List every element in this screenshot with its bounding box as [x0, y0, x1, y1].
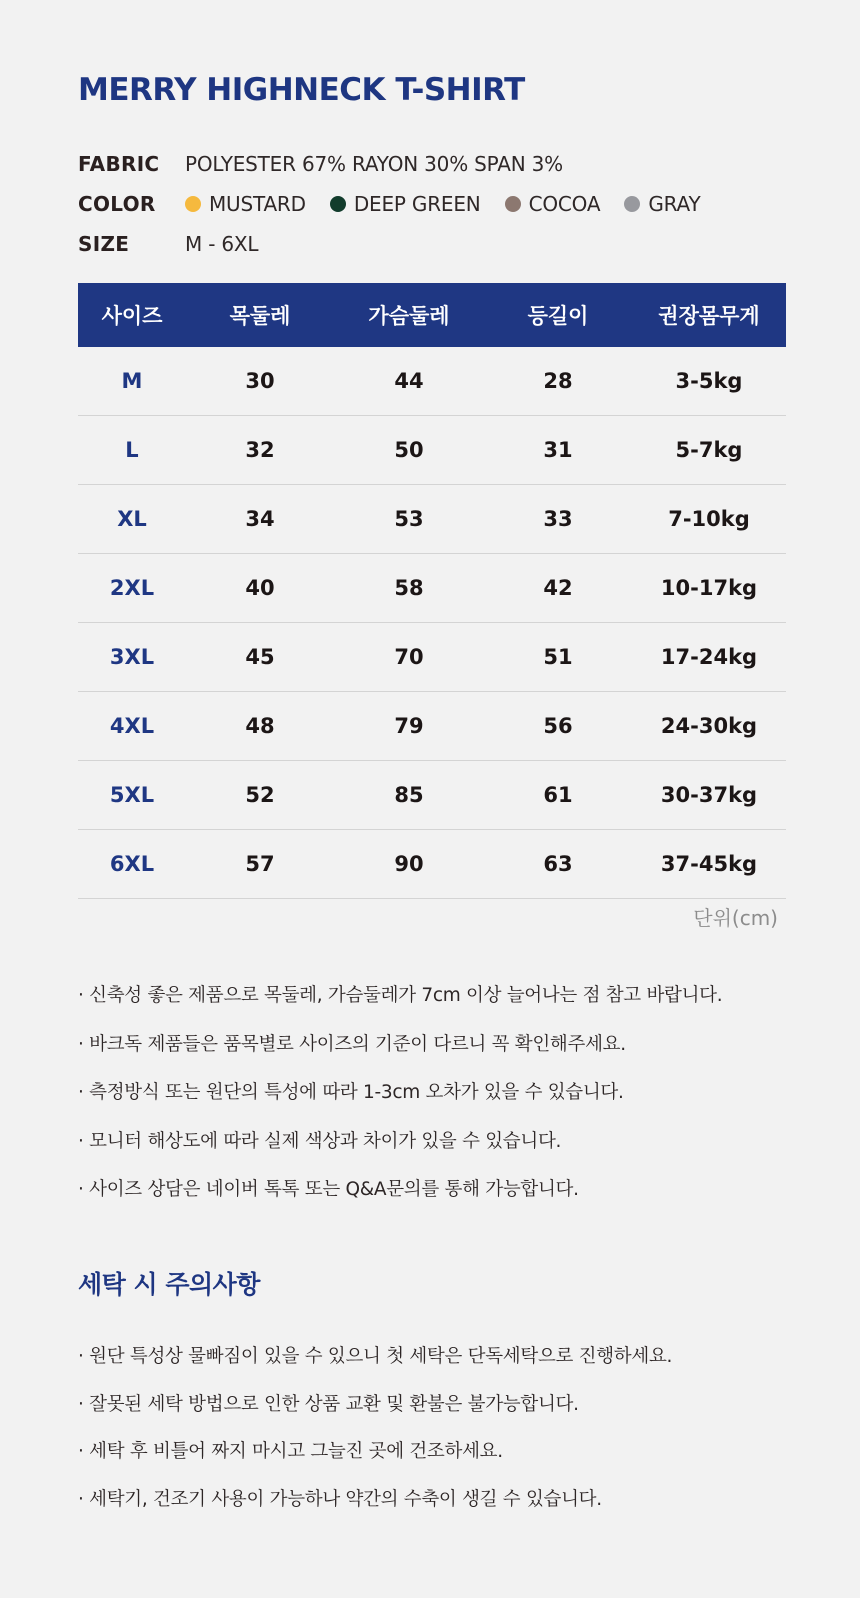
weight-cell: 30-37kg [632, 761, 786, 830]
list-item: · 신축성 좋은 제품으로 목둘레, 가슴둘레가 7cm 이상 늘어나는 점 참고 바랍니다. [78, 985, 723, 1006]
color-name: MUSTARD [209, 192, 306, 216]
header-weight: 권장몸무게 [632, 283, 786, 347]
neck-cell: 52 [186, 761, 334, 830]
header-size: 사이즈 [78, 283, 186, 347]
back-length-cell: 42 [484, 554, 632, 623]
color-label: COLOR [78, 192, 156, 216]
size-cell: 5XL [78, 761, 186, 830]
chest-cell: 53 [334, 485, 484, 554]
size-cell: 2XL [78, 554, 186, 623]
table-row [78, 692, 786, 761]
neck-cell: 45 [186, 623, 334, 692]
mustard-swatch-icon [185, 196, 201, 212]
back-length-cell: 28 [484, 347, 632, 416]
spec-block [78, 144, 724, 264]
neck-cell: 34 [186, 485, 334, 554]
chest-cell: 50 [334, 416, 484, 485]
fabric-value: POLYESTER 67% RAYON 30% SPAN 3% [185, 152, 563, 176]
color-option-mustard [185, 192, 306, 216]
list-item: · 측정방식 또는 원단의 특성에 따라 1-3cm 오차가 있을 수 있습니다. [78, 1082, 624, 1103]
neck-cell: 57 [186, 830, 334, 899]
list-item: · 세탁기, 건조기 사용이 가능하나 약간의 수축이 생길 수 있습니다. [78, 1488, 602, 1510]
size-range: M - 6XL [185, 232, 259, 256]
chest-cell: 85 [334, 761, 484, 830]
washing-list [78, 1333, 672, 1523]
list-item: · 원단 특성상 물빠짐이 있을 수 있으니 첫 세탁은 단독세탁으로 진행하세요. [78, 1346, 673, 1367]
color-list [185, 192, 724, 216]
unit-note: 단위(cm) [693, 906, 778, 930]
back-length-cell: 61 [484, 761, 632, 830]
table-row [78, 554, 786, 623]
color-option-cocoa [505, 192, 601, 216]
weight-cell: 37-45kg [632, 830, 786, 899]
chest-cell: 70 [334, 623, 484, 692]
neck-cell: 40 [186, 554, 334, 623]
cocoa-swatch-icon [505, 196, 521, 212]
back-length-cell: 56 [484, 692, 632, 761]
size-cell: M [78, 347, 186, 416]
list-item: · 사이즈 상담은 네이버 톡톡 또는 Q&A문의를 통해 가능합니다. [78, 1179, 579, 1200]
color-name: GRAY [648, 192, 701, 216]
gray-swatch-icon [624, 196, 640, 212]
list-item: · 세탁 후 비틀어 짜지 마시고 그늘진 곳에 건조하세요. [78, 1441, 503, 1462]
table-row [78, 416, 786, 485]
back-length-cell: 63 [484, 830, 632, 899]
size-table [78, 283, 786, 899]
weight-cell: 10-17kg [632, 554, 786, 623]
neck-cell: 48 [186, 692, 334, 761]
weight-cell: 24-30kg [632, 692, 786, 761]
back-length-cell: 33 [484, 485, 632, 554]
deep-green-swatch-icon [330, 196, 346, 212]
weight-cell: 17-24kg [632, 623, 786, 692]
list-item: · 잘못된 세탁 방법으로 인한 상품 교환 및 환불은 불가능합니다. [78, 1393, 579, 1415]
notes-list [78, 972, 722, 1215]
table-row [78, 830, 786, 899]
size-cell: 3XL [78, 623, 186, 692]
neck-cell: 30 [186, 347, 334, 416]
header-back-length: 등길이 [484, 283, 632, 347]
table-row [78, 485, 786, 554]
neck-cell: 32 [186, 416, 334, 485]
chest-cell: 44 [334, 347, 484, 416]
size-cell: 6XL [78, 830, 186, 899]
back-length-cell: 31 [484, 416, 632, 485]
size-cell: XL [78, 485, 186, 554]
table-row [78, 623, 786, 692]
weight-cell: 5-7kg [632, 416, 786, 485]
list-item: · 모니터 해상도에 따라 실제 색상과 차이가 있을 수 있습니다. [78, 1130, 562, 1152]
fabric-label: FABRIC [78, 152, 160, 176]
back-length-cell: 51 [484, 623, 632, 692]
color-name: COCOA [528, 192, 601, 216]
size-label: SIZE [78, 232, 130, 256]
chest-cell: 90 [334, 830, 484, 899]
table-row [78, 347, 786, 416]
table-row [78, 761, 786, 830]
chest-cell: 58 [334, 554, 484, 623]
size-row [78, 224, 724, 264]
weight-cell: 7-10kg [632, 485, 786, 554]
product-title: MERRY HIGHNECK T-SHIRT [78, 72, 525, 108]
color-option-gray [624, 192, 700, 216]
table-header-row [78, 283, 786, 347]
fabric-row [78, 144, 724, 184]
weight-cell: 3-5kg [632, 347, 786, 416]
color-name: DEEP GREEN [353, 192, 481, 216]
chest-cell: 79 [334, 692, 484, 761]
color-row [78, 184, 724, 224]
list-item: · 바크독 제품들은 품목별로 사이즈의 기준이 다르니 꼭 확인해주세요. [78, 1033, 626, 1055]
size-cell: 4XL [78, 692, 186, 761]
header-chest: 가슴둘레 [334, 283, 484, 347]
header-neck: 목둘레 [186, 283, 334, 347]
washing-title: 세탁 시 주의사항 [78, 1270, 260, 1299]
size-cell: L [78, 416, 186, 485]
color-option-deep-green [330, 192, 481, 216]
